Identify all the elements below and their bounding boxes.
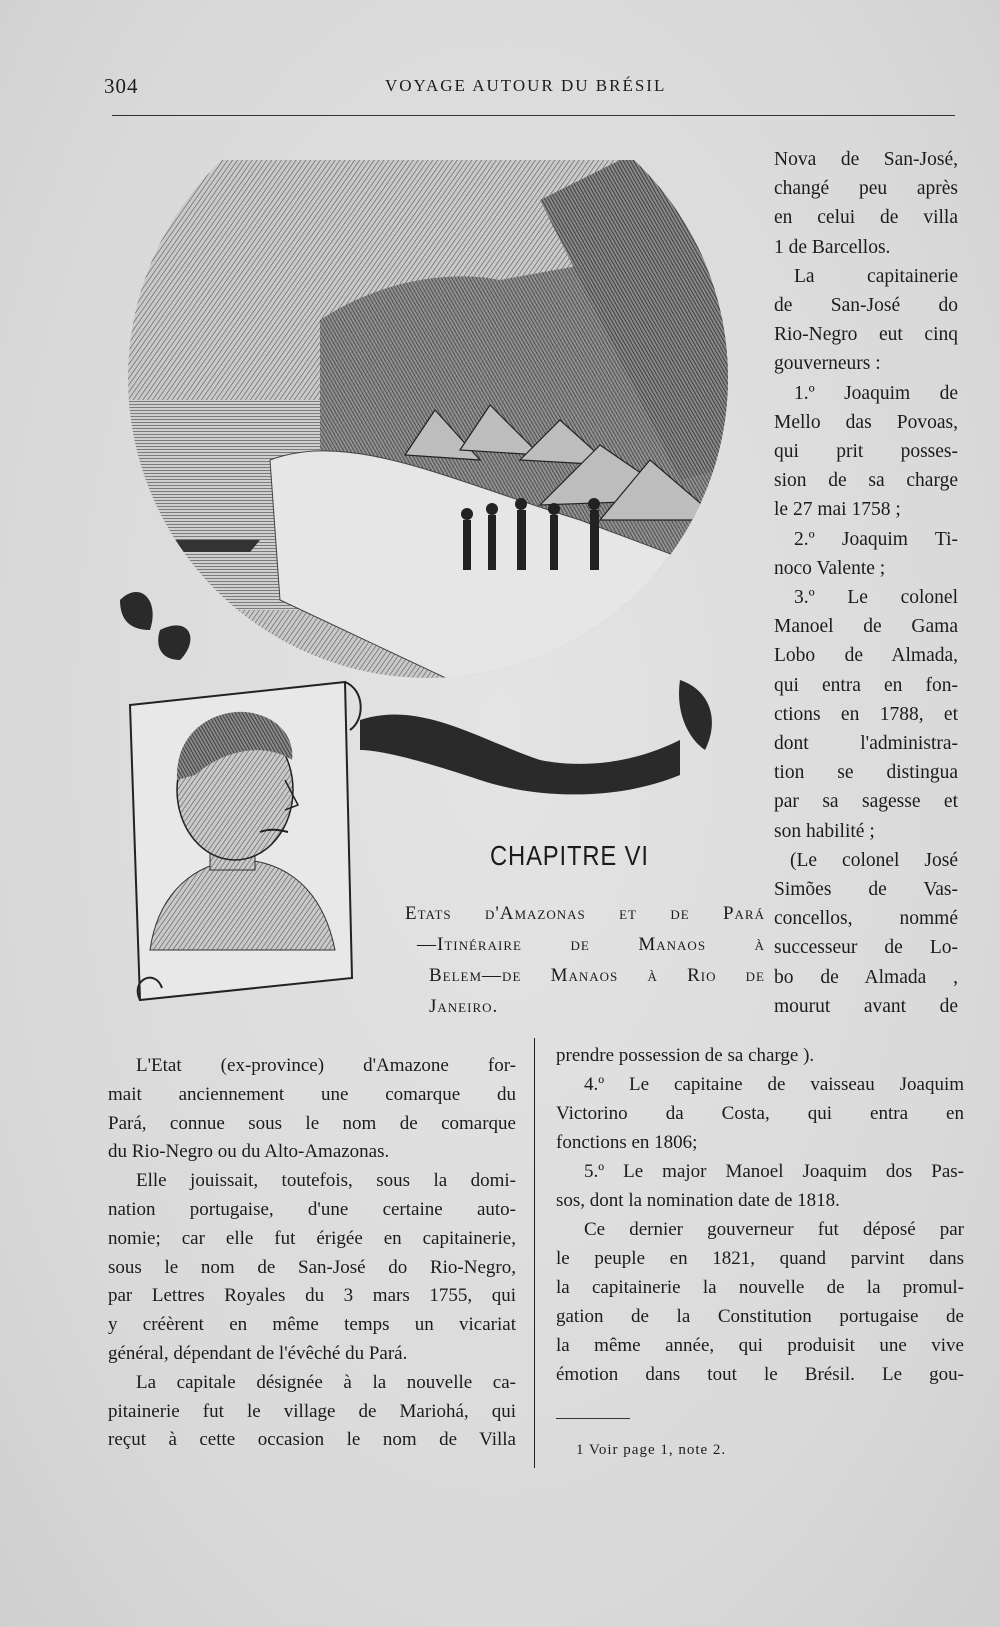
text-line: le 27 mai 1758 ; xyxy=(774,499,901,521)
chapter-title: CHAPITRE VI xyxy=(490,840,649,871)
text-line: noco Valente ; xyxy=(774,557,886,579)
text-line: La capitale désignée à la nouvelle ca- xyxy=(136,1371,516,1393)
text-line: le peuple en 1821, quand parvint dans xyxy=(556,1248,964,1269)
text-line: 2.º Joaquim Ti- xyxy=(794,528,958,550)
text-line: de San-José do xyxy=(774,295,958,317)
text-line: gouverneurs : xyxy=(774,353,881,375)
text-line: y créèrent en même temps un vicariat xyxy=(108,1314,516,1336)
subtitle-line: Belem—de Manaos à Rio de xyxy=(429,965,765,986)
right-column-text xyxy=(774,145,958,1021)
text-line: la capitainerie la nouvelle de la promul- xyxy=(556,1277,964,1298)
column-divider xyxy=(534,1038,535,1468)
text-line: sos, dont la nomination date de 1818. xyxy=(556,1190,840,1211)
text-line: Manoel de Gama xyxy=(774,616,958,638)
text-line: qui entra en fon- xyxy=(774,674,958,696)
subtitle-line: —Itinéraire de Manaos à xyxy=(417,934,765,955)
text-line: 3.º Le colonel xyxy=(794,587,958,609)
text-line: général, dépendant de l'évêché du Pará. xyxy=(108,1342,408,1364)
portrait-card xyxy=(130,682,361,1000)
text-line: nomie; car elle fut érigée en capitainerie, xyxy=(108,1227,516,1249)
text-line: par Lettres Royales du 3 mars 1755, qui xyxy=(108,1285,516,1307)
right-body-text xyxy=(556,1041,964,1389)
text-line: Ce dernier gouverneur fut déposé par xyxy=(584,1219,964,1240)
page-number: 304 xyxy=(104,74,139,98)
chapter-subtitle xyxy=(405,898,765,1022)
text-line: Pará, connue sous le nom de comarque xyxy=(108,1112,516,1134)
text-line: bo de Almada , xyxy=(774,966,958,988)
text-line: Mello das Povoas, xyxy=(774,411,958,433)
text-line: dont l'administra- xyxy=(774,733,958,755)
text-line: changé peu après xyxy=(774,178,958,200)
text-line: en celui de villa xyxy=(774,207,958,229)
text-line: sion de sa charge xyxy=(774,470,958,492)
text-line: Rio-Negro eut cinq xyxy=(774,324,958,346)
text-line: pitainerie fut le village de Mariohá, qui xyxy=(108,1400,516,1422)
text-line: mait anciennement une comarque du xyxy=(108,1083,516,1105)
text-line: nation portugaise, d'une certaine auto- xyxy=(108,1198,516,1220)
text-line: la même année, qui produisit une vive xyxy=(556,1335,964,1356)
text-line: concellos, nommé xyxy=(774,908,958,930)
text-line: son habilité ; xyxy=(774,820,875,842)
text-line: 5.º Le major Manoel Joaquim dos Pas- xyxy=(584,1161,964,1182)
text-line: 1.º Joaquim de xyxy=(794,382,958,404)
text-line: fonctions en 1806; xyxy=(556,1132,698,1153)
text-line: La capitainerie xyxy=(794,265,958,287)
text-line: du Rio-Negro ou du Alto-Amazonas. xyxy=(108,1141,390,1163)
text-line: sous le nom de San-José do Rio-Negro, xyxy=(108,1256,516,1278)
text-line: reçut à cette occasion le nom de Villa xyxy=(108,1429,516,1451)
subtitle-line: Etats d'Amazonas et de Pará xyxy=(405,903,765,924)
text-line: gation de la Constitution portugaise de xyxy=(556,1306,964,1327)
text-line: Simões de Vas- xyxy=(774,879,958,901)
header-rule xyxy=(112,115,955,116)
text-line: (Le colonel José xyxy=(790,849,958,871)
footnote-rule xyxy=(556,1418,630,1419)
text-line: mourut avant de xyxy=(774,995,958,1017)
text-line: Elle jouissait, toutefois, sous la domi- xyxy=(136,1170,516,1192)
text-line: émotion dans tout le Brésil. Le gou- xyxy=(556,1364,964,1385)
left-column-text xyxy=(108,1052,516,1455)
footnote: 1 Voir page 1, note 2. xyxy=(576,1442,727,1458)
text-line: 1 de Barcellos. xyxy=(774,236,891,258)
text-line: qui prit posses- xyxy=(774,441,958,463)
running-title: VOYAGE AUTOUR DU BRÉSIL xyxy=(385,76,667,95)
text-line: Lobo de Almada, xyxy=(774,645,958,667)
engraving-illustration xyxy=(120,160,760,1010)
text-line: 4.º Le capitaine de vaisseau Joaquim xyxy=(584,1074,964,1095)
text-line: L'Etat (ex-province) d'Amazone for- xyxy=(136,1055,516,1076)
subtitle-line: Janeiro. xyxy=(429,996,499,1017)
text-line: tion se distingua xyxy=(774,762,958,784)
text-line: par sa sagesse et xyxy=(774,791,958,813)
text-line: prendre possession de sa charge ). xyxy=(556,1045,815,1066)
text-line: successeur de Lo- xyxy=(774,937,958,959)
river-scene xyxy=(120,160,760,720)
text-line: Nova de San-José, xyxy=(774,149,958,170)
text-line: ctions en 1788, et xyxy=(774,703,958,725)
text-line: Victorino da Costa, qui entra en xyxy=(556,1103,964,1124)
